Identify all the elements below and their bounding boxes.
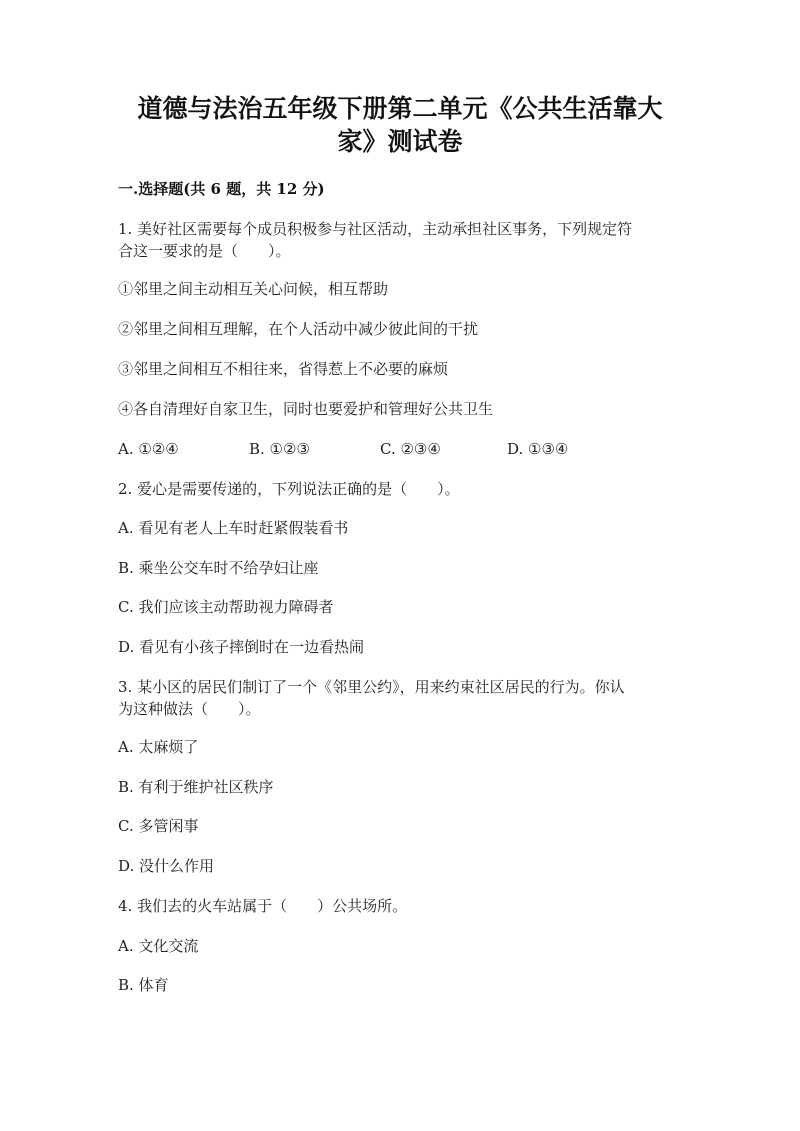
q1-statement-4: ④各自清理好自家卫生，同时也要爱护和管理好公共卫生 bbox=[118, 400, 494, 418]
q3-option-c: C. 多管闲事 bbox=[118, 817, 199, 835]
q3-option-d: D. 没什么作用 bbox=[118, 857, 215, 875]
q2-stem: 2. 爱心是需要传递的，下列说法正确的是（ ）。 bbox=[118, 480, 460, 498]
q2-option-d: D. 看见有小孩子摔倒时在一边看热闹 bbox=[118, 638, 365, 656]
q3-option-a: A. 太麻烦了 bbox=[118, 738, 199, 756]
q1-options-row bbox=[118, 438, 718, 460]
q2-option-b: B. 乘坐公交车时不给孕妇让座 bbox=[118, 559, 319, 577]
q4-option-b: B. 体育 bbox=[118, 976, 169, 994]
q1-option-c: C. ②③④ bbox=[380, 440, 441, 458]
q1-statement-2: ②邻里之间相互理解，在个人活动中减少彼此间的干扰 bbox=[118, 320, 479, 338]
q1-option-a: A. ①②④ bbox=[118, 440, 179, 458]
q1-stem-line-1: 1. 美好社区需要每个成员积极参与社区活动，主动承担社区事务，下列规定符 bbox=[118, 220, 633, 238]
q3-option-b: B. 有利于维护社区秩序 bbox=[118, 778, 274, 796]
q3-stem-line-1: 3. 某小区的居民们制订了一个《邻里公约》，用来约束社区居民的行为。你认 bbox=[118, 678, 625, 696]
q1-option-b: B. ①②③ bbox=[249, 440, 310, 458]
q4-stem: 4. 我们去的火车站属于（ ）公共场所。 bbox=[118, 897, 408, 915]
title-line-2: 家》测试卷 bbox=[337, 127, 463, 156]
q3-stem-line-2: 为这种做法（ ）。 bbox=[118, 700, 261, 718]
paper-title bbox=[100, 92, 700, 158]
q2-option-c: C. 我们应该主动帮助视力障碍者 bbox=[118, 598, 334, 616]
q4-option-a: A. 文化交流 bbox=[118, 937, 199, 955]
title-line-1: 道德与法治五年级下册第二单元《公共生活靠大 bbox=[137, 94, 663, 123]
q1-statement-1: ①邻里之间主动相互关心问候，相互帮助 bbox=[118, 280, 389, 298]
q1-stem-line-2: 合这一要求的是（ ）。 bbox=[118, 242, 291, 260]
section-heading: 一.选择题(共 6 题，共 12 分) bbox=[118, 180, 325, 198]
q1-statement-3: ③邻里之间相互不相往来，省得惹上不必要的麻烦 bbox=[118, 360, 449, 378]
q2-option-a: A. 看见有老人上车时赶紧假装看书 bbox=[118, 519, 349, 537]
q1-option-d: D. ①③④ bbox=[507, 440, 569, 458]
